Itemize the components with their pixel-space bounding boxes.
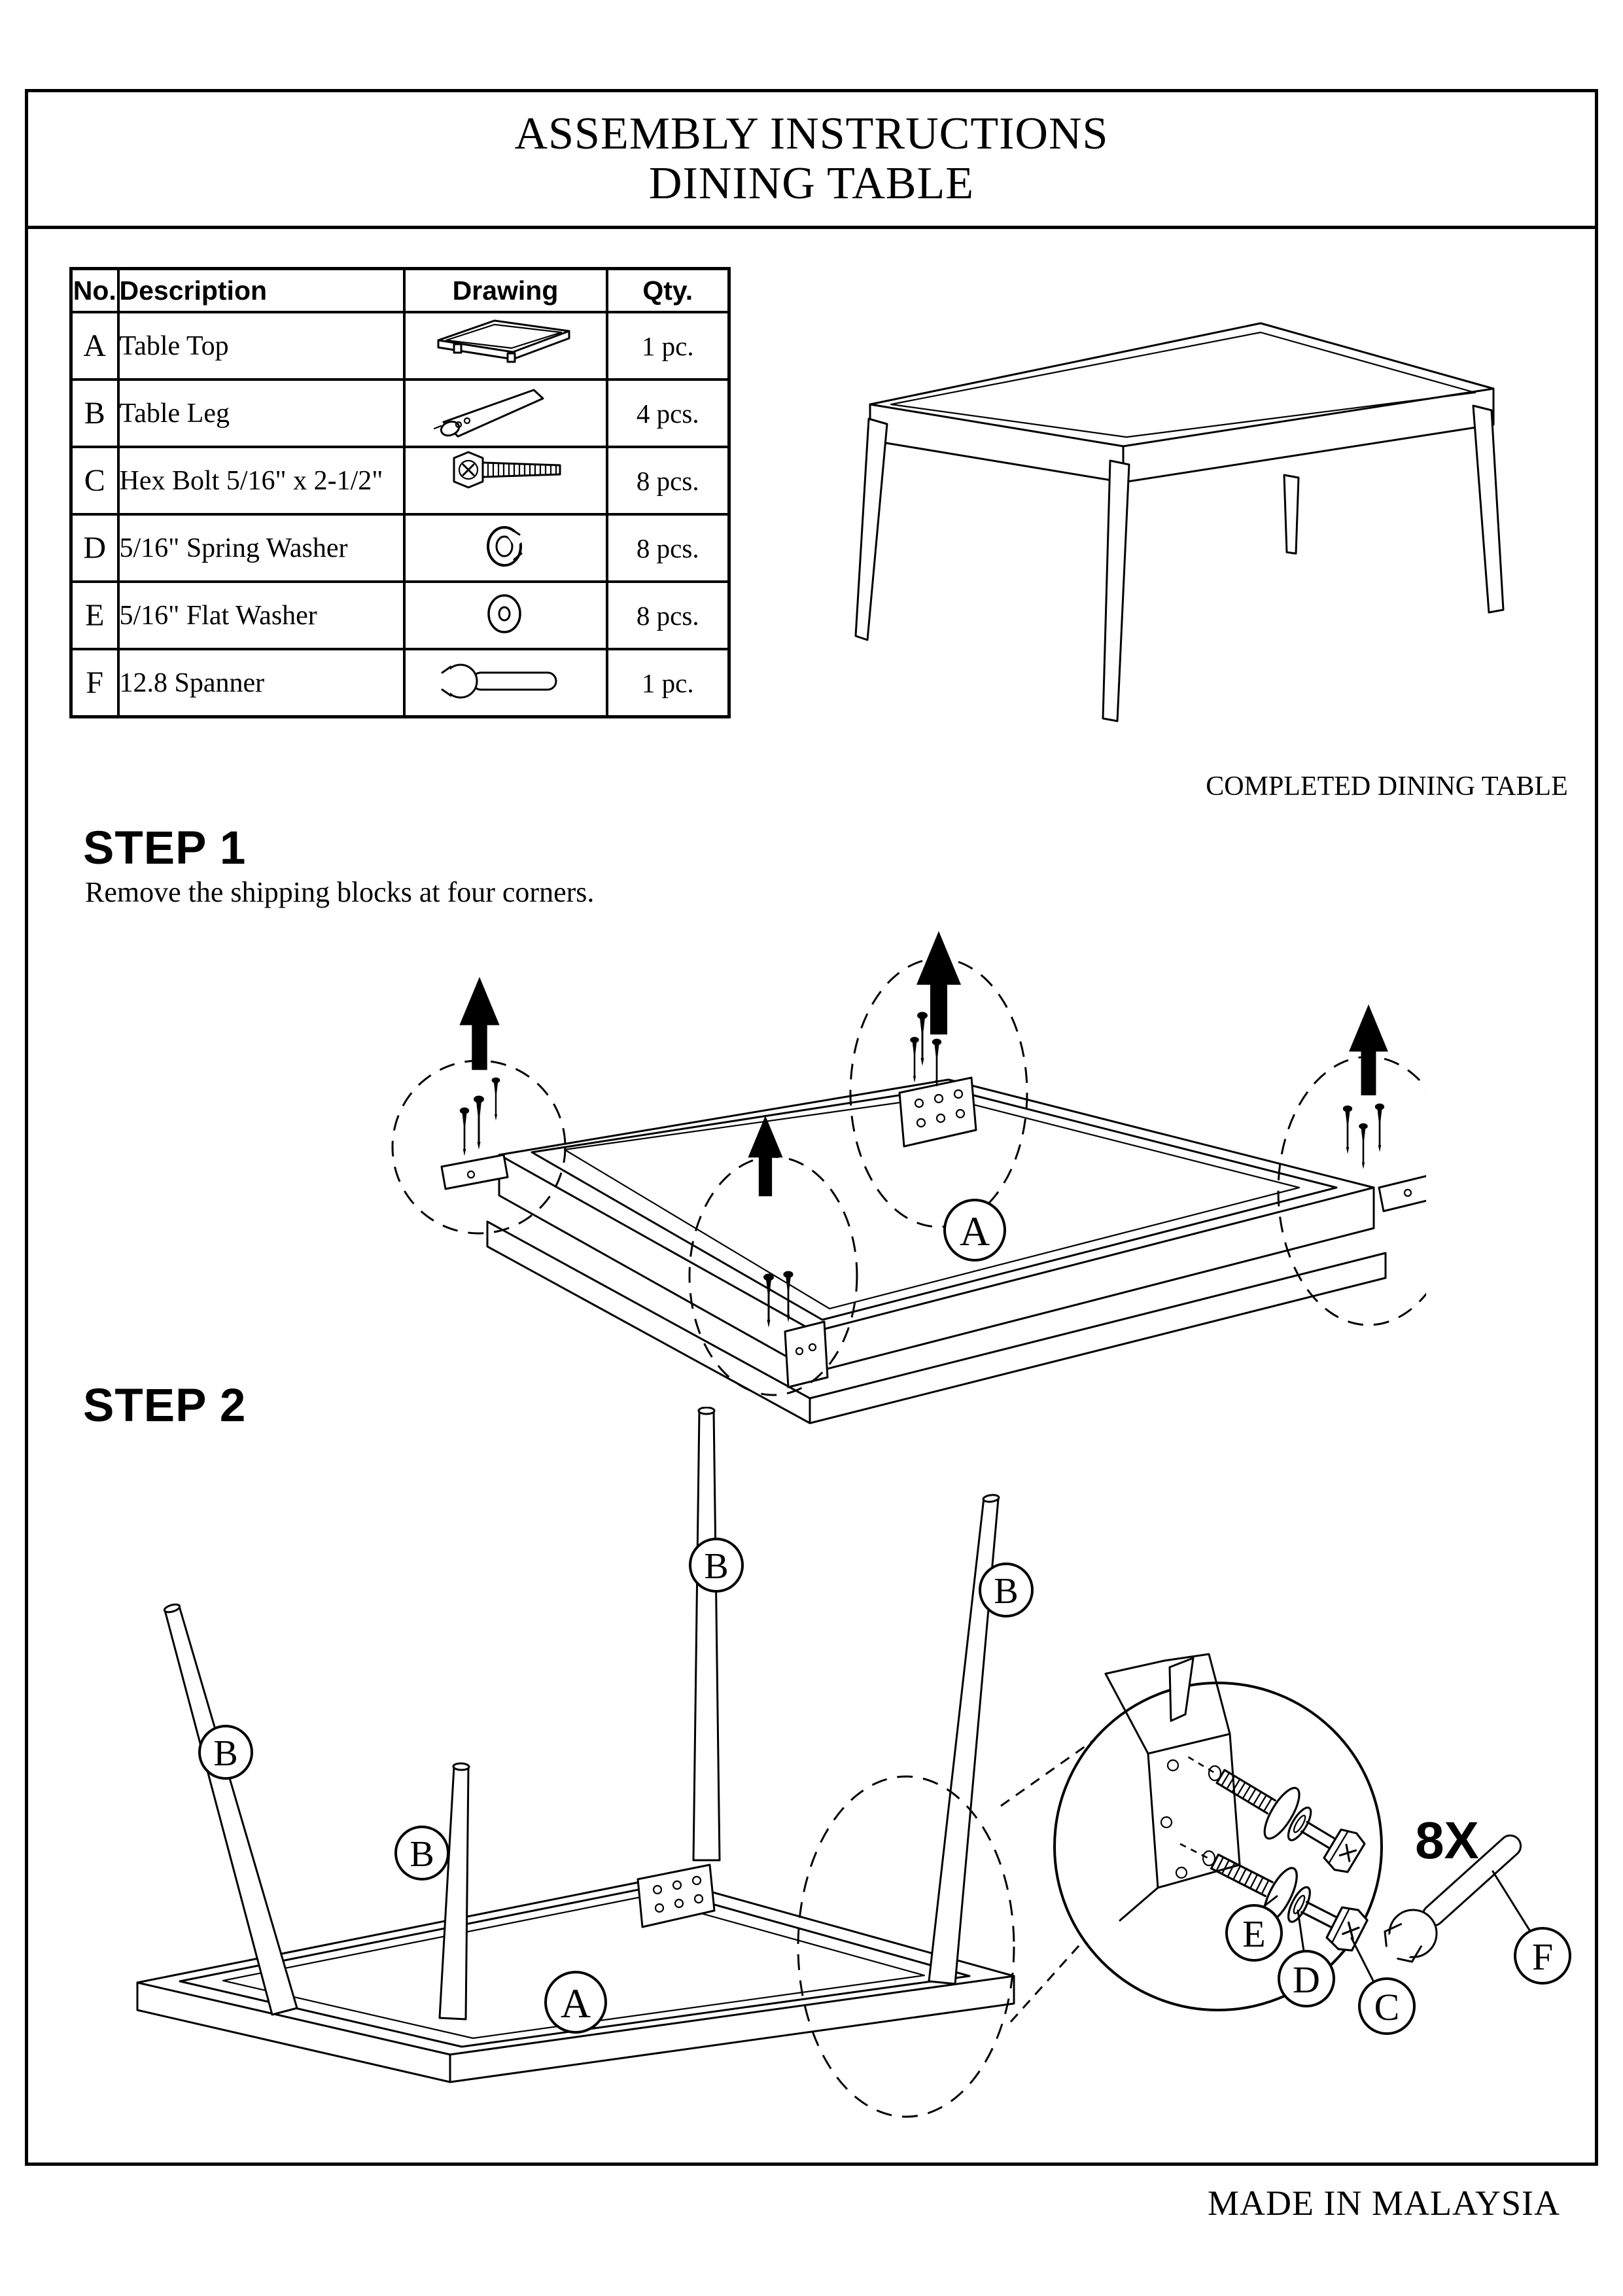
- header-no: No.: [71, 269, 118, 313]
- completed-table-figure: [837, 281, 1603, 792]
- up-arrow-icon: [459, 977, 499, 1070]
- title-line-2: DINING TABLE: [649, 158, 974, 209]
- shipping-block: [442, 1155, 508, 1189]
- part-label-a-text: A: [959, 1208, 990, 1254]
- part-label-d: [1279, 1951, 1334, 2006]
- table-row: [71, 514, 729, 582]
- svg-text:B: B: [213, 1733, 238, 1774]
- multiplier-text: 8X: [1415, 1811, 1479, 1869]
- step1-heading: STEP 1: [83, 822, 247, 874]
- part-description: 5/16" Flat Washer: [118, 582, 404, 649]
- table-row: [71, 582, 729, 649]
- part-drawing-cell: [404, 380, 607, 447]
- zoom-link-line: [1001, 1741, 1092, 1806]
- part-letter: A: [71, 312, 118, 380]
- svg-text:F: F: [1531, 1935, 1554, 1978]
- part-qty: 8 pcs.: [607, 447, 729, 514]
- svg-text:E: E: [1242, 1913, 1266, 1955]
- part-description: Table Top: [118, 312, 404, 380]
- svg-text:B: B: [410, 1834, 434, 1875]
- part-label-b: [980, 1564, 1032, 1616]
- part-drawing-cell: [404, 312, 607, 380]
- part-label-b: [396, 1827, 448, 1879]
- spring-washer-icon: [430, 516, 581, 576]
- part-description: 12.8 Spanner: [118, 649, 404, 717]
- made-in-label: MADE IN MALAYSIA: [1207, 2183, 1560, 2223]
- part-drawing-cell: [404, 514, 607, 582]
- part-description: 5/16" Spring Washer: [118, 514, 404, 582]
- table-row: [71, 380, 729, 447]
- part-label-f: [1515, 1928, 1570, 1983]
- header-drawing: Drawing: [404, 269, 607, 313]
- step2-diagram: [65, 1407, 1619, 2199]
- table-row: [71, 447, 729, 514]
- part-qty: 4 pcs.: [607, 380, 729, 447]
- step1-instruction: Remove the shipping blocks at four corners.: [85, 876, 595, 908]
- title-block: [28, 92, 1595, 229]
- part-label-a: [945, 1200, 1005, 1260]
- part-letter: F: [71, 649, 118, 717]
- title-line-1: ASSEMBLY INSTRUCTIONS: [514, 109, 1109, 159]
- step2-heading: STEP 2: [83, 1380, 247, 1432]
- part-description: Table Leg: [118, 380, 404, 447]
- part-qty: 8 pcs.: [607, 582, 729, 649]
- table-leg: [164, 1603, 297, 2015]
- part-qty: 8 pcs.: [607, 514, 729, 582]
- table-leg: [929, 1494, 1000, 1984]
- zoom-link-line: [1011, 1940, 1084, 2022]
- table-top-icon: [430, 314, 581, 374]
- svg-text:D: D: [1293, 1958, 1320, 2001]
- label-leader-line: [1352, 1938, 1374, 1982]
- flat-washer-icon: [430, 584, 581, 644]
- table-row: [71, 649, 729, 717]
- part-label-e: [1227, 1905, 1282, 1960]
- up-arrow-icon: [1349, 1004, 1388, 1095]
- hex-bolt-icon: [430, 449, 581, 509]
- part-drawing-cell: [404, 649, 607, 717]
- svg-text:A: A: [560, 1980, 591, 2026]
- part-description: Hex Bolt 5/16" x 2-1/2": [118, 447, 404, 514]
- header-description: Description: [118, 269, 404, 313]
- corner-bracket: [638, 1865, 714, 1927]
- shipping-block: [1379, 1174, 1426, 1211]
- parts-table-header-row: [71, 269, 729, 313]
- table-leg-icon: [430, 381, 581, 442]
- table-leg: [693, 1407, 720, 1860]
- part-label-c: [1359, 1979, 1414, 2034]
- page-title: [515, 109, 1109, 209]
- spanner-icon: [430, 651, 581, 711]
- corner-bracket: [899, 1078, 976, 1146]
- parts-table: [69, 267, 731, 718]
- up-arrow-icon: [748, 1116, 782, 1196]
- svg-text:B: B: [994, 1571, 1019, 1612]
- part-qty: 1 pc.: [607, 649, 729, 717]
- svg-text:C: C: [1374, 1986, 1400, 2028]
- table-row: [71, 312, 729, 380]
- part-label-b: [690, 1539, 742, 1591]
- part-letter: D: [71, 514, 118, 582]
- label-leader-line: [1493, 1871, 1531, 1932]
- part-label-b: [200, 1726, 252, 1778]
- part-letter: B: [71, 380, 118, 447]
- part-drawing-cell: [404, 582, 607, 649]
- part-label-a: [546, 1972, 606, 2032]
- part-drawing-cell: [404, 447, 607, 514]
- header-qty: Qty.: [607, 269, 729, 313]
- svg-text:B: B: [704, 1546, 729, 1587]
- part-letter: E: [71, 582, 118, 649]
- step1-diagram: [366, 900, 1426, 1443]
- shipping-block: [785, 1322, 828, 1387]
- part-qty: 1 pc.: [607, 312, 729, 380]
- part-letter: C: [71, 447, 118, 514]
- completed-figure-caption: COMPLETED DINING TABLE: [1206, 771, 1568, 802]
- table-leg: [440, 1763, 469, 2019]
